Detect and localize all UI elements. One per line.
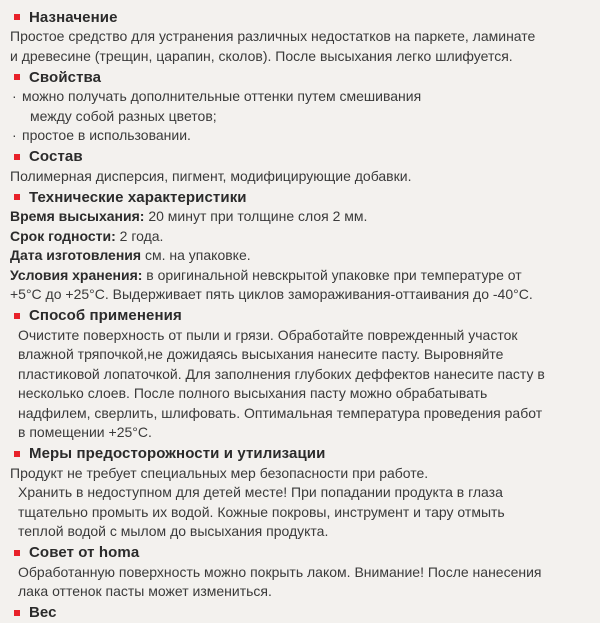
- red-square-bullet-icon: [14, 451, 20, 457]
- section-advice-header: [10, 543, 590, 563]
- properties-item-2: [10, 126, 590, 146]
- section-application-title: Способ применения: [29, 307, 182, 324]
- application-line-2: влажной тряпочкой,не дожидаясь высыхания нанесите пасту. Выровняйте: [18, 346, 504, 362]
- section-application-header: [10, 306, 590, 326]
- section-safety-header: [10, 444, 590, 464]
- purpose-line-2: и древесине (трещин, царапин, сколов). После высыхания легко шлифуется.: [10, 47, 513, 64]
- section-specs-title: Технические характеристики: [29, 188, 247, 206]
- spec-storage-conditions: [10, 266, 590, 305]
- section-composition-title: Состав: [29, 148, 83, 165]
- properties-item-1-line-1: можно получать дополнительные оттенки путем смешивания: [22, 88, 422, 104]
- application-line-6: в помещении +25°С.: [18, 424, 152, 440]
- composition-text: Полимерная дисперсия, пигмент, модифицирующие добавки.: [10, 167, 412, 184]
- section-weight-header: [10, 603, 590, 623]
- safety-line-1: Хранить в недоступном для детей месте! При попадании продукта в глаза: [18, 484, 503, 500]
- red-square-bullet-icon: [14, 74, 20, 80]
- list-dot-icon: ·: [12, 127, 17, 143]
- spec-mfg-value: см. на упаковке.: [141, 247, 251, 263]
- red-square-bullet-icon: [14, 154, 20, 160]
- safety-line-2: тщательно промыть их водой. Кожные покровы, инструмент и тару отмыть: [18, 503, 505, 520]
- section-weight-title: Вес: [29, 604, 57, 621]
- properties-item-2-line-1: простое в использовании.: [22, 127, 191, 143]
- spec-shelf-life: [10, 227, 590, 247]
- spec-shelf-value: 2 года.: [115, 227, 164, 244]
- spec-manufacture-date: [10, 246, 590, 266]
- application-line-3: пластиковой лопаточкой. Для заполнения глубоких деффектов нанесите пасту в: [18, 365, 545, 382]
- spec-mfg-key: Дата изготовления: [10, 247, 142, 263]
- red-square-bullet-icon: [14, 313, 20, 319]
- spec-drying-time: [10, 207, 590, 227]
- list-dot-icon: ·: [12, 88, 17, 104]
- safety-line-0: Продукт не требует специальных мер безопасности при работе.: [10, 464, 429, 481]
- properties-item-1: [10, 87, 590, 126]
- red-square-bullet-icon: [14, 610, 20, 616]
- section-purpose-title: Назначение: [29, 8, 118, 26]
- section-properties-title: Свойства: [29, 68, 102, 86]
- application-line-4: несколько слоев. После полного высыхания пасту можно обрабатывать: [18, 385, 488, 401]
- advice-line-2: лака оттенок пасты может измениться.: [18, 583, 272, 599]
- red-square-bullet-icon: [14, 14, 20, 20]
- spec-storage-key: Условия хранения:: [10, 266, 143, 283]
- spec-drying-value: 20 минут при толщине слоя 2 мм.: [144, 208, 368, 224]
- spec-storage-value-2: +5°С до +25°С. Выдерживает пять циклов замораживания-оттаивания до -40°С.: [10, 286, 533, 302]
- spec-storage-value-1: в оригинальной невскрытой упаковке при температуре от: [142, 266, 522, 283]
- section-advice-title: Совет от homa: [29, 544, 140, 561]
- section-purpose-header: [10, 7, 590, 27]
- advice-line-1: Обработанную поверхность можно покрыть лаком. Внимание! После нанесения: [18, 563, 542, 580]
- purpose-line-1: Простое средство для устранения различных недостатков на паркете, ламинате: [10, 28, 536, 44]
- application-line-5: надфилем, сверлить, шлифовать. Оптимальная температура проведения работ: [18, 404, 543, 421]
- section-composition-header: [10, 147, 590, 167]
- section-specs-header: [10, 187, 590, 207]
- properties-item-1-line-2: между собой разных цветов;: [30, 107, 217, 124]
- red-square-bullet-icon: [14, 550, 20, 556]
- spec-drying-key: Время высыхания:: [10, 208, 145, 224]
- application-line-1: Очистите поверхность от пыли и грязи. Обработайте поврежденный участок: [18, 326, 518, 343]
- section-properties-header: [10, 67, 590, 87]
- section-safety-title: Меры предосторожности и утилизации: [29, 445, 326, 462]
- spec-shelf-key: Срок годности:: [10, 227, 116, 244]
- red-square-bullet-icon: [14, 194, 20, 200]
- safety-line-3: теплой водой с мылом до высыхания продукта.: [18, 523, 329, 539]
